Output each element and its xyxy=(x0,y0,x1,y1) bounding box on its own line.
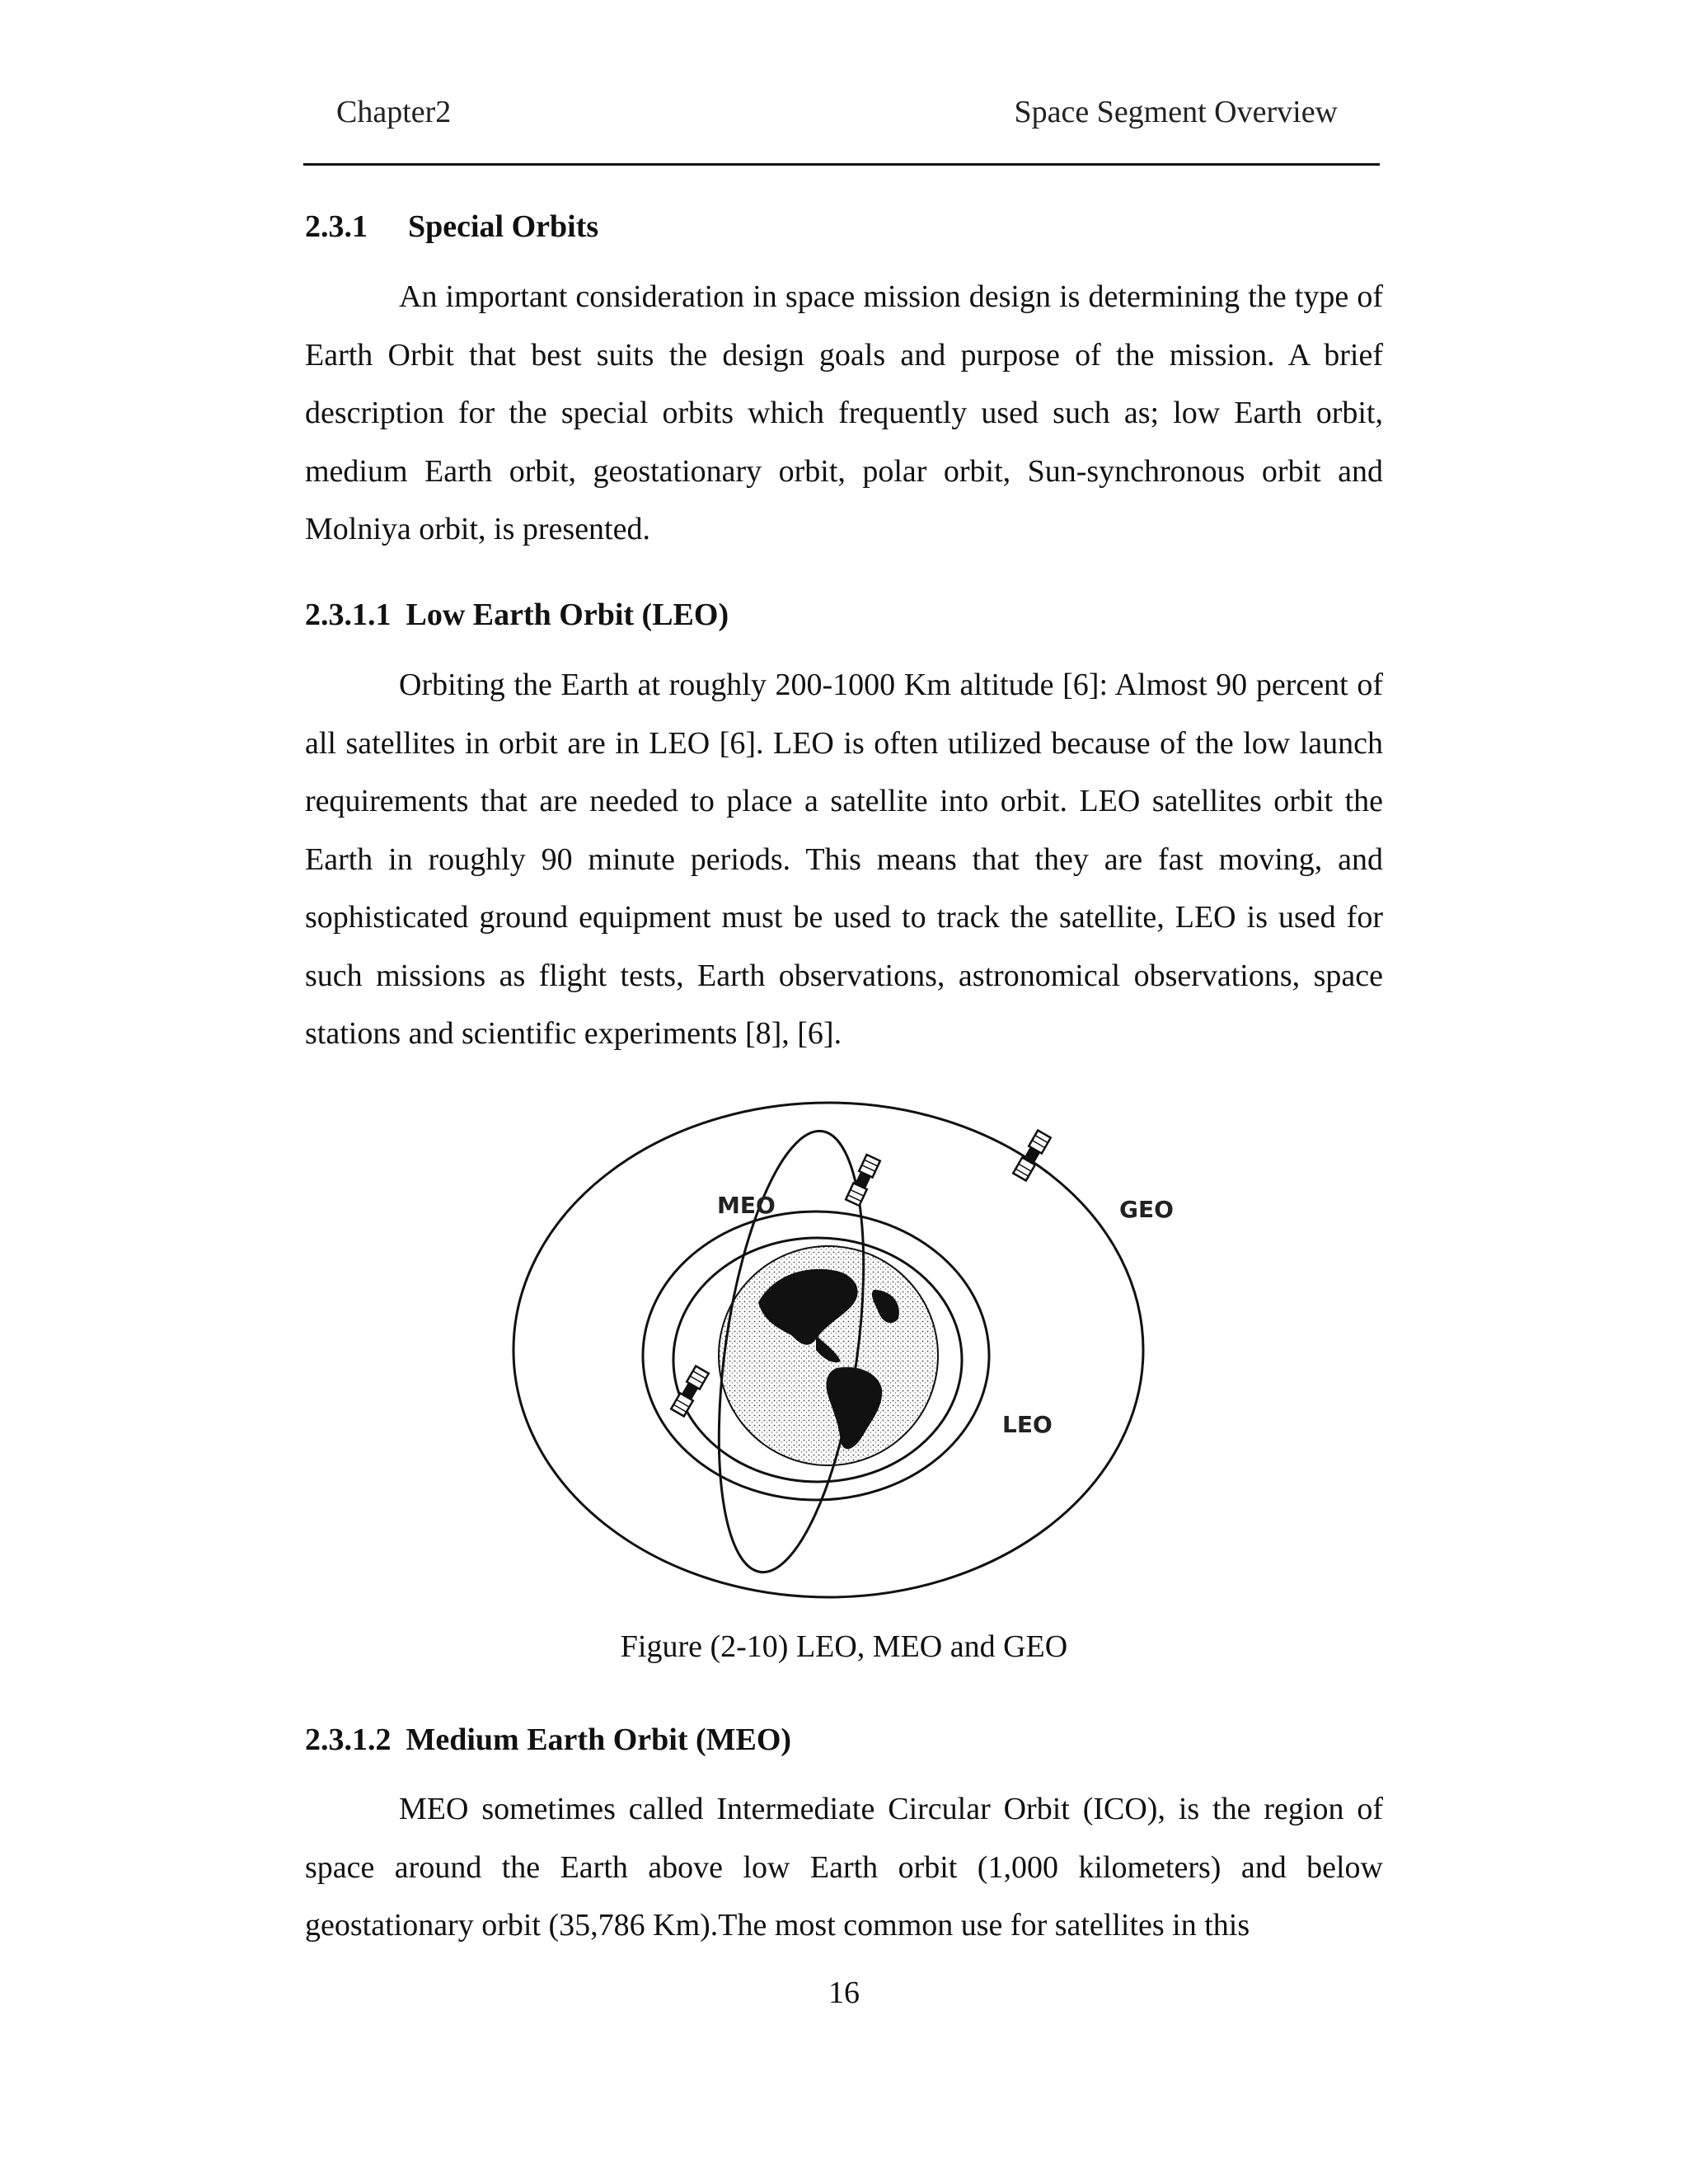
label-geo: GEO xyxy=(1119,1196,1174,1223)
paragraph-special-orbits: An important consideration in space mission design is determining the type of Earth Orbit that best suits the design goals and purpose of the mission. A brief description for the special orbits which frequently used such as; low Earth orbit, medium Earth orbit, geostationary orbit, polar orbit, Sun-synchronous orbit and Molniya orbit, is presented. xyxy=(305,279,1383,546)
heading-title: Special Orbits xyxy=(408,209,599,244)
label-meo: MEO xyxy=(717,1192,776,1219)
satellite-icon xyxy=(1013,1131,1051,1181)
heading-title: Low Earth Orbit (LEO) xyxy=(406,598,729,632)
heading-special-orbits xyxy=(305,209,598,245)
header-section-title: Space Segment Overview xyxy=(1014,95,1338,129)
label-leo: LEO xyxy=(1002,1411,1053,1438)
paragraph-meo: MEO sometimes called Intermediate Circular Orbit (ICO), is the region of space around the Earth above low Earth orbit (1,000 kilometers) and below geostationary orbit (35,786 Km).The most common use for satellites in this xyxy=(305,1792,1383,1943)
page-number: 16 xyxy=(828,1975,860,2010)
heading-number: 2.3.1.2 xyxy=(305,1722,392,1757)
satellite-icon xyxy=(671,1366,709,1417)
orbit-figure xyxy=(511,1088,1187,1615)
page-header xyxy=(303,89,1338,138)
heading-leo xyxy=(305,597,729,633)
heading-number: 2.3.1.1 xyxy=(305,598,392,632)
figure-caption: Figure (2-10) LEO, MEO and GEO xyxy=(620,1629,1068,1664)
heading-meo xyxy=(305,1722,791,1758)
header-rule xyxy=(303,163,1380,166)
heading-title: Medium Earth Orbit (MEO) xyxy=(406,1722,792,1757)
paragraph-leo: Orbiting the Earth at roughly 200-1000 Km altitude [6]: Almost 90 percent of all satellites in orbit are in LEO [6]. LEO is often utilized because of the low launch requirements that are needed to place a satellite into orbit. LEO satellites orbit the Earth in roughly 90 minute periods. This means that they are fast moving, and sophisticated ground equipment must be used to track the satellite, LEO is used for such missions as flight tests, Earth observations, astronomical observations, space stations and scientific experiments [8], [6]. xyxy=(305,668,1383,1051)
earth-globe xyxy=(719,1246,938,1465)
header-chapter: Chapter2 xyxy=(336,95,452,129)
orbit-diagram xyxy=(511,1088,1187,1615)
heading-number: 2.3.1 xyxy=(305,209,368,244)
